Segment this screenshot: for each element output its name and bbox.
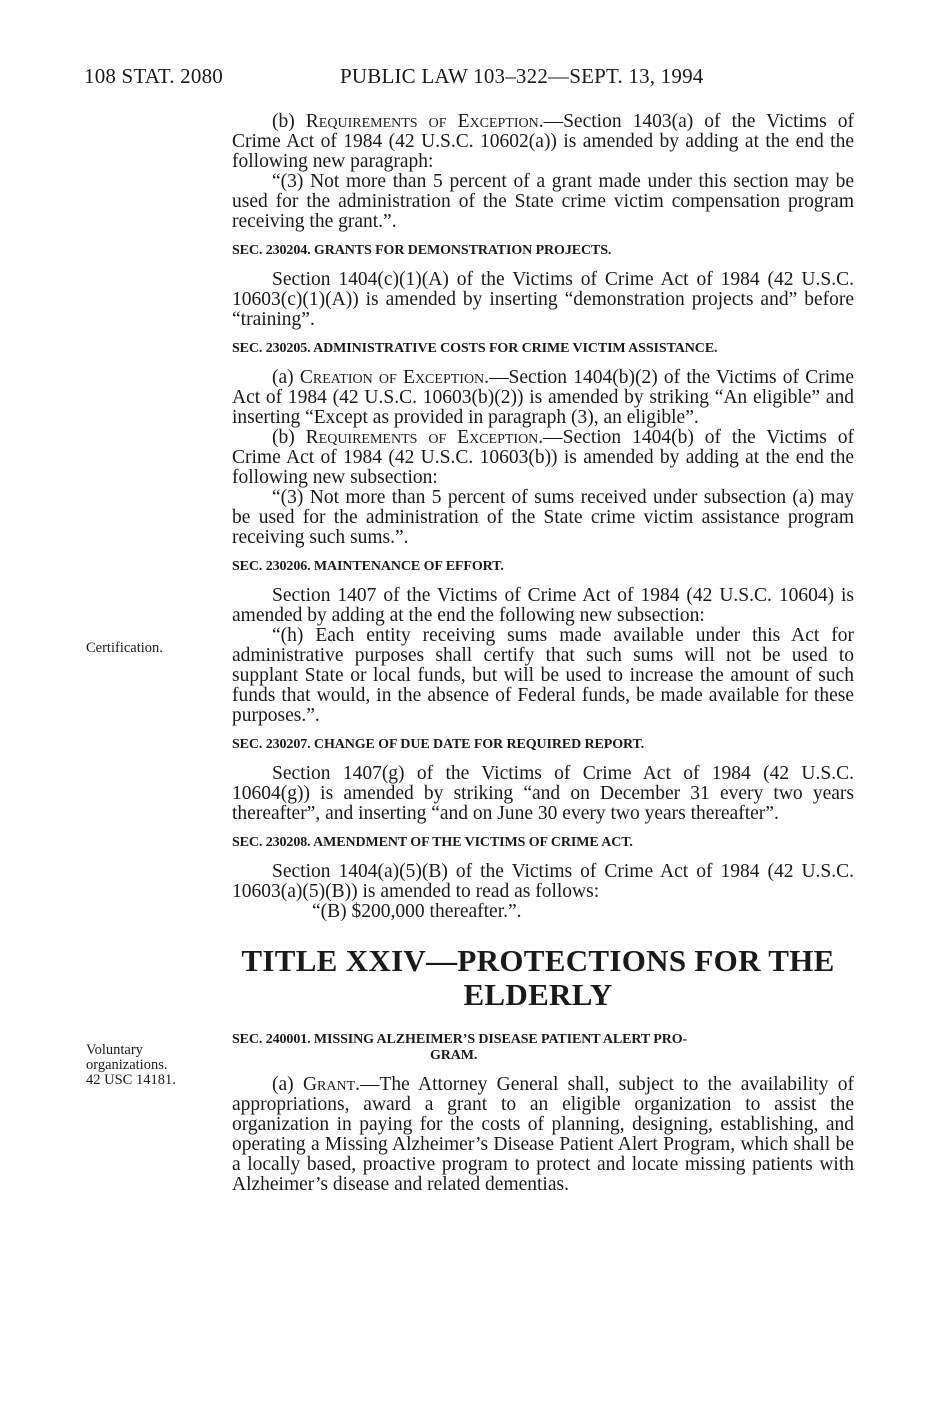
margin-note-text: Certification. — [86, 640, 163, 656]
title-line: ELDERLY — [463, 977, 613, 1012]
quoted-paragraph: “(B) $200,000 thereafter.”. — [312, 901, 522, 922]
paragraph: Section 1404(a)(5)(B) of the Victims of Crime Act of 1984 (42 U.S.C. 10603(a)(5)(B)) is amended to read as follows: — [232, 861, 854, 902]
paragraph-text: .—Section 1404(b)(2) of the Victims of Crime Act of 1984 (42 U.S.C. 10603(b)(2)) is amended by striking “An eligible” and inserting “Except as provided in paragraph (3), an eligible”. — [232, 367, 854, 428]
paragraph-heading: Requirements of Exception — [305, 427, 539, 448]
margin-note-line: Voluntary — [86, 1042, 143, 1058]
paragraph-label: (a) — [272, 367, 300, 388]
body-column — [232, 112, 854, 1195]
paragraph — [232, 1075, 854, 1195]
paragraph: Section 1404(c)(1)(A) of the Victims of Crime Act of 1984 (42 U.S.C. 10603(c)(1)(A)) is amended by inserting “demonstration projects and” before “training”. — [232, 269, 854, 330]
quoted-paragraph: “(3) Not more than 5 percent of sums received under subsection (a) may be used for the administration of the State crime victim assistance program receiving such sums.”. — [232, 487, 854, 548]
public-law-citation: PUBLIC LAW 103–322—SEPT. 13, 1994 — [340, 64, 704, 88]
quoted-paragraph: “(h) Each entity receiving sums made available under this Act for administrative purposes shall certify that such sums will not be used to supplant State or local funds, but will be used to increase the amount of such funds that would, in the absence of Federal funds, be made available for these purposes.”. — [232, 625, 854, 726]
paragraph-label: (b) — [272, 111, 306, 132]
stat-page-number: 108 STAT. 2080 — [84, 64, 223, 88]
paragraph-label: (b) — [272, 427, 306, 448]
paragraph: Section 1407 of the Victims of Crime Act of 1984 (42 U.S.C. 10604) is amended by adding at the end the following new subsection: — [232, 585, 854, 626]
paragraph-text: .—Section 1404(b) of the Victims of Crime Act of 1984 (42 U.S.C. 10603(b)) is amended by adding at the end the following new subsection: — [232, 427, 854, 488]
section-heading: SEC. 230208. AMENDMENT OF THE VICTIMS OF CRIME ACT. — [232, 835, 633, 850]
section-heading: SEC. 230206. MAINTENANCE OF EFFORT. — [232, 559, 504, 574]
paragraph-label: (a) — [272, 1074, 303, 1095]
title-heading — [222, 944, 854, 1012]
section-heading: SEC. 230207. CHANGE OF DUE DATE FOR REQUIRED REPORT. — [232, 737, 645, 752]
paragraph — [232, 368, 854, 428]
paragraph-heading: Requirements of Exception — [305, 111, 539, 132]
quoted-paragraph: “(3) Not more than 5 percent of a grant made under this section may be used for the administration of the State crime victim compensation program receiving the grant.”. — [232, 171, 854, 232]
section-heading-line: SEC. 240001. MISSING ALZHEIMER’S DISEASE PATIENT ALERT PRO- — [232, 1032, 688, 1047]
margin-note-certification — [86, 641, 206, 656]
paragraph-heading: Grant — [302, 1074, 356, 1095]
section-heading: SEC. 230204. GRANTS FOR DEMONSTRATION PROJECTS. — [232, 243, 612, 258]
section-heading: SEC. 230205. ADMINISTRATIVE COSTS FOR CRIME VICTIM ASSISTANCE. — [232, 341, 718, 356]
paragraph — [232, 428, 854, 488]
paragraph-text: .—The Attorney General shall, subject to the availability of appropriations, award a grant to an eligible organization to assist the organization in paying for the costs of planning, designing, establishing, and operating a Missing Alzheimer’s Disease Patient Alert Program, which shall be a locally based, proactive program to protect and locate missing patients with Alzheimer’s disease and related dementias. — [232, 1074, 854, 1195]
paragraph-heading: Creation of Exception — [299, 367, 485, 388]
margin-note-line: 42 USC 14181. — [86, 1072, 176, 1088]
title-line: TITLE XXIV—PROTECTIONS FOR THE — [241, 943, 835, 978]
paragraph: Section 1407(g) of the Victims of Crime Act of 1984 (42 U.S.C. 10604(g)) is amended by striking “and on December 31 every two years thereafter”, and inserting “and on June 30 every two years thereafter”. — [232, 763, 854, 824]
paragraph-text: .—Section 1403(a) of the Victims of Crime Act of 1984 (42 U.S.C. 10602(a)) is amended by adding at the end the following new paragraph: — [232, 111, 854, 172]
running-head — [84, 64, 864, 94]
section-heading-line: GRAM. — [430, 1048, 478, 1063]
section-heading — [232, 1032, 854, 1064]
margin-note-line: organizations. — [86, 1057, 168, 1073]
paragraph — [232, 112, 854, 172]
margin-note-voluntary — [86, 1043, 206, 1088]
